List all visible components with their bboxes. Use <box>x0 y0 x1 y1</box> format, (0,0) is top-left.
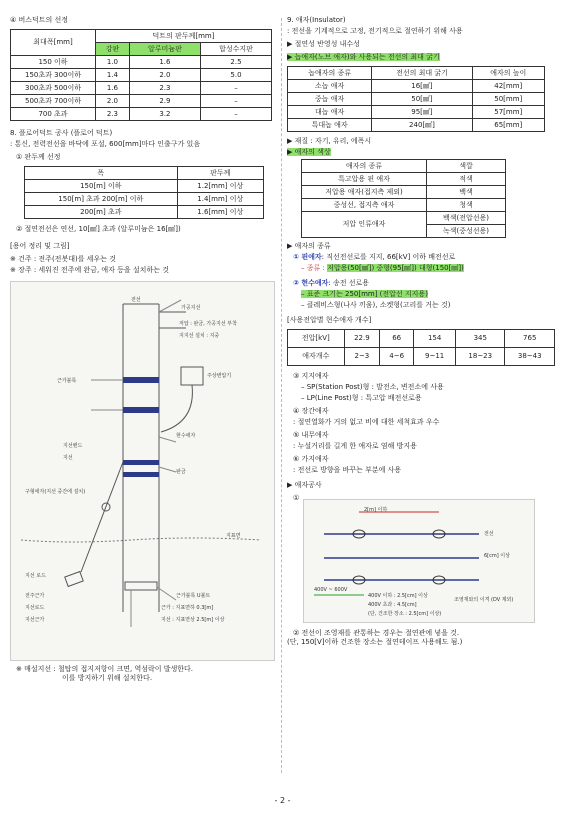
wiring-label: 조영재와의 이격 (DV 제외) <box>454 597 514 603</box>
table-cell: 500초과 700이하 <box>11 95 96 108</box>
table-cell: 2.3 <box>96 108 130 121</box>
table-cell: 50[mm] <box>472 93 544 106</box>
wiring-label: 400V 초과 : 4.5[cm] <box>368 602 417 608</box>
drawing-label: 저압 : 완금, 가공지선 부착 <box>179 321 237 327</box>
suspension-types: – 클레비스형(나사 끼움), 소켓형(고리를 거는 것) <box>301 301 451 309</box>
table-cell: 1.6[mm] 이상 <box>177 206 263 219</box>
left-column <box>10 16 275 683</box>
table-cell: 66 <box>380 330 414 348</box>
table-cell: 65[mm] <box>472 119 544 132</box>
table-cell: 154 <box>414 330 456 348</box>
suspension-insulator-desc: : 송전 선로용 <box>328 279 370 287</box>
table-cell: 2.5 <box>200 56 271 69</box>
table-row <box>302 186 506 199</box>
table-cell: 95[㎟] <box>372 106 472 119</box>
insulator-work-num: ① <box>293 494 300 502</box>
table-header: 애자개수 <box>288 348 345 366</box>
drawing-label: 가공지선 <box>181 305 201 311</box>
drawing-label: 지선 로드 <box>25 573 46 579</box>
table-cell: 1.4 <box>96 69 130 82</box>
branch-insulator-desc: : 전선로 방향을 바꾸는 부분에 사용 <box>293 466 402 474</box>
bullet-knob-insulator: ▶ 놉애자(노브 애자)와 사용되는 전선의 최대 굵기 <box>287 53 440 61</box>
terms-title: [용어 정리 및 그림] <box>10 242 70 250</box>
table-row <box>25 180 264 193</box>
table-cell: 16[㎟] <box>372 80 472 93</box>
wiring-label: 2[m] 이하 <box>364 507 388 513</box>
table-cell: 저압용 애자(접지측 제외) <box>302 186 427 199</box>
table-header: 애자의 높이 <box>472 67 544 80</box>
table-cell: 150 이하 <box>11 56 96 69</box>
table-cell: 240[㎟] <box>372 119 472 132</box>
fog-insulator-desc: : 누설거리를 길게 한 애자로 염해 방지용 <box>293 442 417 450</box>
bus-table-subheader: 합성수지판 <box>200 43 271 56</box>
note-line-1: ※ 매설지선 : 철탑의 접지저항이 크면, 역섬락이 발생한다. <box>16 665 194 673</box>
table-cell: 5.0 <box>200 69 271 82</box>
table-cell: 대놉 애자 <box>288 106 372 119</box>
table-cell: 150초과 300이하 <box>11 69 96 82</box>
table-header: 색깔 <box>427 160 506 173</box>
table-row <box>11 95 272 108</box>
table-header: 판두께 <box>177 167 263 180</box>
table-cell: 1.6 <box>129 56 200 69</box>
table-row <box>302 212 506 225</box>
wiring-label: 6[cm] 이상 <box>484 553 510 559</box>
table-cell: 백색(전압선용) <box>427 212 506 225</box>
table-cell: 녹색(중성선용) <box>427 225 506 238</box>
fog-insulator: ⑤ 내무애자 <box>293 431 329 439</box>
table-cell: 백색 <box>427 186 506 199</box>
branch-insulator: ⑥ 가지애자 <box>293 455 329 463</box>
table-row <box>11 82 272 95</box>
table-cell: 345 <box>456 330 505 348</box>
drawing-label: 완금 <box>176 469 186 475</box>
table-header: 애자의 종류 <box>302 160 427 173</box>
note-line-2: 이를 방지하기 위해 설치한다. <box>62 674 153 682</box>
bullet-properties: ▶ 절연성 반영성 내수성 <box>287 40 360 48</box>
table-row <box>11 69 272 82</box>
table-cell: 38~43 <box>505 348 555 366</box>
table-cell: 18~23 <box>456 348 505 366</box>
wiring-label: 400V 이하 : 2.5[cm] 이상 <box>368 593 428 599</box>
footer-note-1: ② 전선이 조영재를 관통하는 경우는 절연관에 넣을 것. <box>293 629 460 637</box>
table-cell: 2.3 <box>129 82 200 95</box>
table-cell: 200[m] 초과 <box>25 206 178 219</box>
drawing-label: 지선 <box>63 455 73 461</box>
support-insulator-sp: – SP(Station Post)형 : 발전소, 변전소에 사용 <box>301 383 444 391</box>
pin-types: 저압용(50[㎟]) 중형(95[㎟]) 대형(150[㎟]) <box>327 264 464 272</box>
table-cell: – <box>200 82 271 95</box>
table-header: 전선의 최대 굵기 <box>372 67 472 80</box>
table-row <box>11 108 272 121</box>
bus-table-corner: 최대폭[mm] <box>11 30 96 56</box>
column-divider <box>281 18 282 773</box>
drawing-label: 지선근가 <box>25 617 45 623</box>
table-cell: 57[mm] <box>472 106 544 119</box>
table-cell: 1.0 <box>96 56 130 69</box>
section8-desc: : 통신, 전력전선을 바닥에 포설, 600[mm]마다 인출구가 있음 <box>10 140 201 148</box>
table-header: 폭 <box>25 167 178 180</box>
table-cell: – <box>200 95 271 108</box>
bus-table-subheader: 강판 <box>96 43 130 56</box>
voltage-insulator-table <box>287 329 555 366</box>
table-cell: 765 <box>505 330 555 348</box>
table-cell: 특고압용 핀 애자 <box>302 173 427 186</box>
wiring-label: (단, 건조한 장소 : 2.5[cm] 이상) <box>368 611 442 617</box>
table-row <box>11 56 272 69</box>
drawing-label: 근가블록 U볼트 <box>176 593 211 599</box>
table-cell: 1.2[mm] 이상 <box>177 180 263 193</box>
suspension-insulator-title: ② 현수애자 <box>293 279 329 287</box>
table-row <box>288 330 555 348</box>
bus-duct-table <box>10 29 272 121</box>
table-cell: – <box>200 108 271 121</box>
table-row <box>288 106 545 119</box>
table-row <box>25 206 264 219</box>
utility-pole-drawing <box>10 281 275 661</box>
bullet-insulator-work: ▶ 애자공사 <box>287 481 322 489</box>
table-cell: 300초과 500이하 <box>11 82 96 95</box>
table-cell: 2.0 <box>129 69 200 82</box>
long-rod-insulator: ④ 장간애자 <box>293 407 329 415</box>
table-cell: 중성선, 접지측 애자 <box>302 199 427 212</box>
drawing-label: 주상변압기 <box>207 373 232 379</box>
table-cell: 150[m] 이하 <box>25 180 178 193</box>
drawing-label: 전주근가 <box>25 593 45 599</box>
drawing-label: 지선 : 지표면상 2.5[m] 이상 <box>161 617 225 623</box>
insulator-wiring-drawing <box>303 499 535 623</box>
drawing-label: 구형애자(지선 중간에 설치) <box>25 489 86 495</box>
table-row <box>288 119 545 132</box>
term-1: ※ 건주 : 전주(전봇대)를 세우는 것 <box>10 255 116 263</box>
bus-table-subheader: 알루미늄판 <box>129 43 200 56</box>
table-cell: 150[m] 초과 200[m] 이하 <box>25 193 178 206</box>
section4-title: ④ 버스덕트의 선정 <box>10 16 69 24</box>
insulator-color-table <box>301 159 506 238</box>
table-cell: 중놉 애자 <box>288 93 372 106</box>
table-cell: 특대놉 애자 <box>288 119 372 132</box>
wiring-label: 전선 <box>484 531 494 537</box>
drawing-label: 현수애자 <box>176 433 196 439</box>
voltage-table-title: [사용전압별 현수애자 개수] <box>287 316 372 324</box>
table-cell: 2~3 <box>344 348 380 366</box>
section9-title: 9. 애자(Insulator) <box>287 16 346 24</box>
table-cell: 저압 인류애자 <box>302 212 427 238</box>
table-cell: 4~6 <box>380 348 414 366</box>
section8-title: 8. 플로어덕트 공사 (플로어 덕트) <box>10 129 113 137</box>
table-cell: 1.4[mm] 이상 <box>177 193 263 206</box>
bullet-types: ▶ 애자의 종류 <box>287 242 331 250</box>
footer-note-2: (단, 150[V]이하 건조한 장소는 절연테이프 사용해도 됨.) <box>287 638 463 646</box>
pin-insulator-desc: : 직선전선로를 지지, 66[kV] 이하 배전선로 <box>321 253 456 261</box>
table-header: 전압[kV] <box>288 330 345 348</box>
table-cell: 1.6 <box>96 82 130 95</box>
knob-insulator-table <box>287 66 545 132</box>
support-insulator-lp: – LP(Line Post)형 : 특고압 배전선로용 <box>301 394 422 402</box>
drawing-label: 지지선 설치 : 지중 <box>179 333 220 339</box>
drawing-label: 지선밴드 <box>63 443 83 449</box>
term-2: ※ 장주 : 세워진 전주에 완금, 애자 등을 설치하는 것 <box>10 266 169 274</box>
section8-sub2: ② 절연전선은 연선, 10[㎟] 초과 (알루미늄은 16[㎟]) <box>16 225 181 233</box>
table-cell: 2.9 <box>129 95 200 108</box>
page-number: - 2 - <box>274 796 291 805</box>
table-row <box>288 348 555 366</box>
table-cell: 50[㎟] <box>372 93 472 106</box>
table-cell: 9~11 <box>414 348 456 366</box>
bullet-colors: ▶ 애자의 색상 <box>287 148 331 156</box>
table-cell: 청색 <box>427 199 506 212</box>
table-row <box>25 193 264 206</box>
table-cell: 42[mm] <box>472 80 544 93</box>
table-row <box>302 173 506 186</box>
table-cell: 2.0 <box>96 95 130 108</box>
bullet-material: ▶ 재질 : 자기, 유리, 에폭시 <box>287 137 372 145</box>
table-cell: 700 초과 <box>11 108 96 121</box>
table-cell: 3.2 <box>129 108 200 121</box>
pin-types-prefix: – 종류 : <box>301 264 328 272</box>
drawing-label: 지선로드 <box>25 605 45 611</box>
pole-sketch-svg <box>11 282 274 660</box>
long-rod-insulator-desc: : 절연열화가 거의 없고 비에 대한 세척효과 우수 <box>293 418 440 426</box>
section9-desc: : 전선을 기계적으로 고정, 전기적으로 절연하기 위해 사용 <box>287 27 463 35</box>
table-row <box>288 93 545 106</box>
drawing-label: 지표면 <box>226 533 241 539</box>
bus-table-group-header: 덕트의 판두께[mm] <box>96 30 272 43</box>
table-header: 놉애자의 종류 <box>288 67 372 80</box>
suspension-std: – 표준 크기는 250[mm] (전압선 지지용) <box>301 290 428 298</box>
wiring-label: 400V ~ 600V <box>314 587 348 593</box>
table-cell: 적색 <box>427 173 506 186</box>
section8-sub1: ① 판두께 선정 <box>16 153 61 161</box>
drawing-label: 전선 <box>131 297 141 303</box>
right-column <box>287 16 557 647</box>
table-cell: 22.9 <box>344 330 380 348</box>
drawing-label: 근가블록 <box>57 378 77 384</box>
support-insulator: ③ 지지애자 <box>293 372 329 380</box>
pin-insulator-title: ① 핀애자 <box>293 253 322 261</box>
drawing-label: 근가 : 지표면하 0.3[m] <box>161 605 214 611</box>
table-row <box>288 80 545 93</box>
table-row <box>302 199 506 212</box>
floor-duct-table <box>24 166 264 219</box>
table-cell: 소놉 애자 <box>288 80 372 93</box>
